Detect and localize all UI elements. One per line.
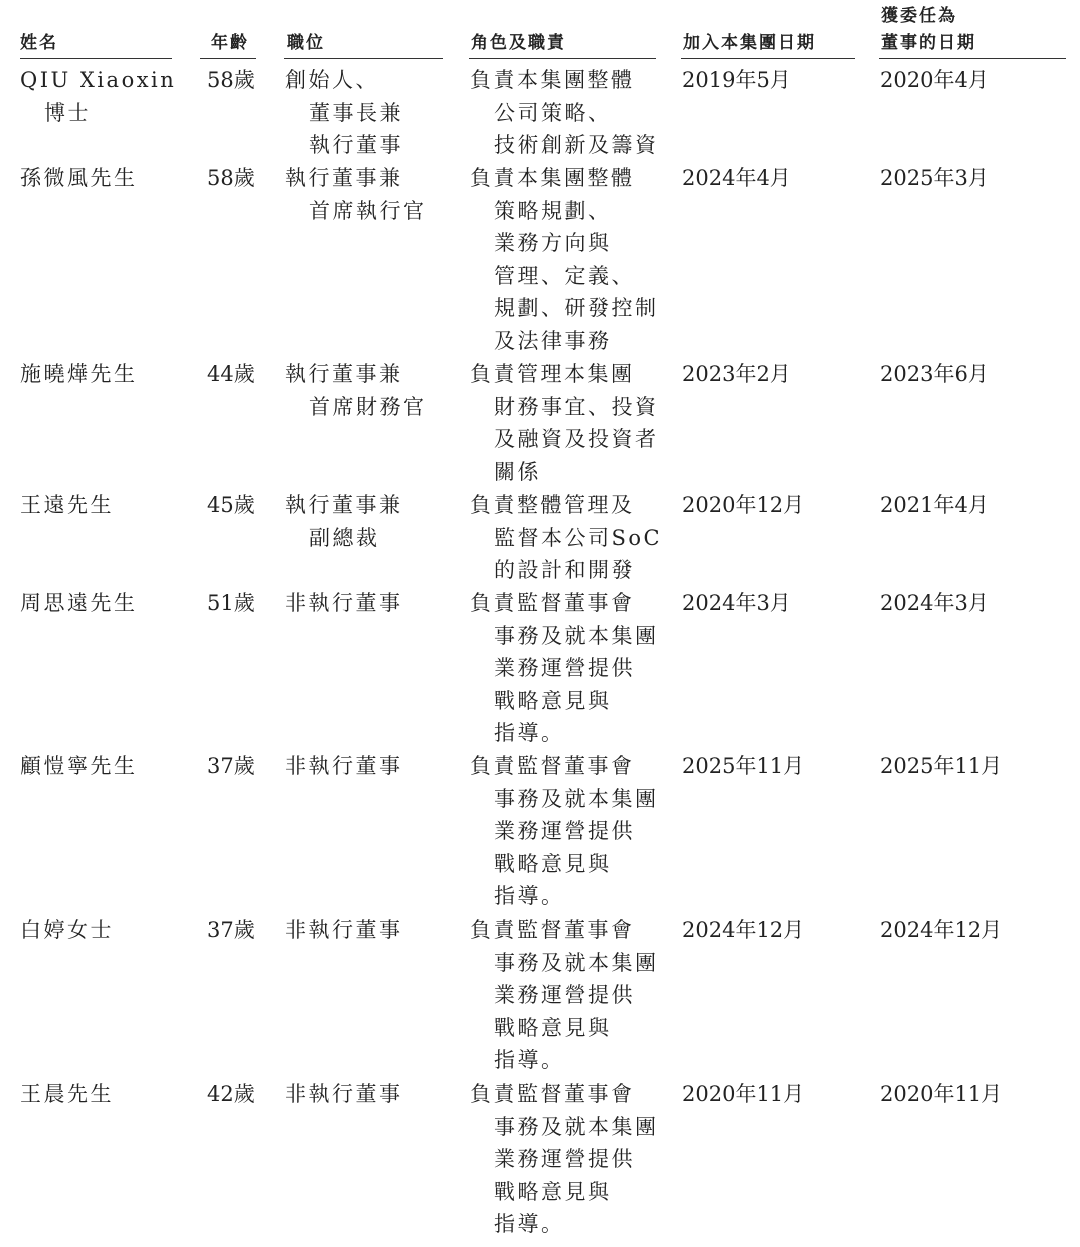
position-cell-line: 執行董事兼 bbox=[285, 166, 403, 190]
appointed-date-cell-text: 2020年11月 bbox=[880, 1082, 1003, 1106]
role-cell-line: 業務運營提供 bbox=[494, 983, 635, 1007]
name-cell bbox=[20, 750, 138, 783]
role-cell-line: 監督本公司SoC bbox=[494, 525, 663, 550]
role-cell-line: 業務運營提供 bbox=[494, 656, 635, 680]
header-position: 職位 bbox=[287, 33, 325, 53]
role-cell-line: 負責監督董事會 bbox=[470, 591, 635, 615]
role-cell-line: 指導。 bbox=[494, 1212, 565, 1236]
joined-date-cell-text: 2024年4月 bbox=[682, 166, 791, 190]
appointed-date-cell-text: 2024年3月 bbox=[880, 591, 989, 615]
joined-date-cell bbox=[682, 64, 791, 97]
role-cell-line: 業務運營提供 bbox=[494, 1147, 635, 1171]
header-name: 姓名 bbox=[20, 33, 58, 53]
header-rule-joined bbox=[681, 58, 855, 59]
header-appointed-line1: 獲委任為 bbox=[881, 6, 957, 26]
name-cell bbox=[20, 64, 176, 129]
header-rule-appointed bbox=[879, 58, 1066, 59]
joined-date-cell bbox=[682, 1078, 804, 1111]
position-cell-line: 執行董事兼 bbox=[285, 493, 403, 517]
name-cell bbox=[20, 914, 114, 947]
header-rule-role bbox=[469, 58, 656, 59]
joined-date-cell bbox=[682, 358, 791, 391]
age-cell bbox=[207, 750, 255, 783]
joined-date-cell-text: 2023年2月 bbox=[682, 362, 791, 386]
role-cell-line: 事務及就本集團 bbox=[494, 623, 659, 648]
header-role: 角色及職責 bbox=[471, 33, 566, 53]
header-rule-name bbox=[20, 58, 172, 59]
name-cell bbox=[20, 587, 138, 620]
position-cell-line: 副總裁 bbox=[309, 525, 380, 550]
age-cell bbox=[207, 64, 255, 97]
role-cell bbox=[470, 587, 659, 750]
name-cell-line: 周思遠先生 bbox=[20, 591, 138, 615]
role-cell bbox=[470, 358, 659, 488]
role-cell bbox=[470, 489, 662, 587]
position-cell-line: 董事長兼 bbox=[309, 100, 403, 125]
age-cell-text: 44歲 bbox=[207, 362, 255, 386]
role-cell-line: 事務及就本集團 bbox=[494, 786, 659, 811]
joined-date-cell bbox=[682, 587, 791, 620]
appointed-date-cell-text: 2021年4月 bbox=[880, 493, 989, 517]
header-joined: 加入本集團日期 bbox=[683, 33, 816, 53]
role-cell bbox=[470, 64, 659, 162]
position-cell-line: 執行董事兼 bbox=[285, 362, 403, 386]
position-cell-line: 首席執行官 bbox=[309, 198, 427, 223]
appointed-date-cell-text: 2020年4月 bbox=[880, 68, 989, 92]
role-cell bbox=[470, 750, 659, 913]
age-cell-text: 45歲 bbox=[207, 493, 255, 517]
role-cell-line: 策略規劃、 bbox=[494, 198, 612, 223]
joined-date-cell-text: 2025年11月 bbox=[682, 754, 805, 778]
role-cell-line: 關係 bbox=[494, 459, 541, 484]
role-cell-line: 及法律事務 bbox=[494, 328, 612, 353]
appointed-date-cell bbox=[880, 162, 989, 195]
appointed-date-cell bbox=[880, 358, 989, 391]
position-cell-line: 非執行董事 bbox=[285, 1082, 403, 1106]
role-cell-line: 公司策略、 bbox=[494, 100, 612, 125]
role-cell-line: 負責整體管理及 bbox=[470, 493, 635, 517]
role-cell-line: 指導。 bbox=[494, 721, 565, 745]
role-cell-line: 管理、定義、 bbox=[494, 263, 635, 288]
name-cell-line: 白婷女士 bbox=[20, 918, 114, 942]
joined-date-cell bbox=[682, 914, 804, 947]
name-cell bbox=[20, 358, 138, 391]
position-cell-line: 非執行董事 bbox=[285, 754, 403, 778]
header-age: 年齡 bbox=[211, 33, 249, 53]
appointed-date-cell-text: 2024年12月 bbox=[880, 918, 1003, 942]
appointed-date-cell bbox=[880, 64, 989, 97]
position-cell bbox=[285, 64, 403, 162]
age-cell bbox=[207, 587, 255, 620]
appointed-date-cell bbox=[880, 489, 989, 522]
position-cell bbox=[285, 587, 403, 620]
role-cell-line: 負責管理本集團 bbox=[470, 362, 635, 386]
age-cell bbox=[207, 489, 255, 522]
age-cell-text: 42歲 bbox=[207, 1082, 255, 1106]
joined-date-cell-text: 2019年5月 bbox=[682, 68, 791, 92]
position-cell bbox=[285, 1078, 403, 1111]
role-cell-line: 規劃、研發控制 bbox=[494, 296, 659, 320]
position-cell-line: 首席財務官 bbox=[309, 394, 427, 419]
position-cell bbox=[285, 750, 403, 783]
position-cell-line: 非執行董事 bbox=[285, 591, 403, 615]
appointed-date-cell-text: 2023年6月 bbox=[880, 362, 989, 386]
role-cell-line: 技術創新及籌資 bbox=[494, 133, 659, 157]
position-cell bbox=[285, 162, 427, 227]
position-cell-line: 執行董事 bbox=[309, 133, 403, 157]
name-cell-line: 顧愷寧先生 bbox=[20, 754, 138, 778]
name-cell-line: 博士 bbox=[44, 100, 91, 125]
name-cell-line: QIU Xiaoxin bbox=[20, 68, 177, 92]
position-cell bbox=[285, 489, 403, 554]
age-cell-text: 37歲 bbox=[207, 918, 255, 942]
role-cell-line: 業務運營提供 bbox=[494, 819, 635, 843]
role-cell-line: 業務方向與 bbox=[494, 231, 612, 255]
role-cell-line: 指導。 bbox=[494, 1048, 565, 1072]
role-cell-line: 負責監督董事會 bbox=[470, 918, 635, 942]
role-cell-line: 戰略意見與 bbox=[494, 688, 612, 713]
header-rule-age bbox=[200, 58, 256, 59]
appointed-date-cell-text: 2025年11月 bbox=[880, 754, 1003, 778]
age-cell bbox=[207, 358, 255, 391]
role-cell bbox=[470, 1078, 659, 1241]
role-cell-line: 的設計和開發 bbox=[494, 558, 635, 582]
age-cell bbox=[207, 914, 255, 947]
name-cell-line: 王晨先生 bbox=[20, 1082, 114, 1106]
role-cell-line: 負責本集團整體 bbox=[470, 68, 635, 92]
role-cell-line: 指導。 bbox=[494, 884, 565, 908]
appointed-date-cell bbox=[880, 1078, 1002, 1111]
role-cell-line: 負責本集團整體 bbox=[470, 166, 635, 190]
role-cell-line: 事務及就本集團 bbox=[494, 1114, 659, 1139]
appointed-date-cell-text: 2025年3月 bbox=[880, 166, 989, 190]
role-cell-line: 負責監督董事會 bbox=[470, 1082, 635, 1106]
name-cell-line: 施曉燁先生 bbox=[20, 362, 138, 386]
appointed-date-cell bbox=[880, 587, 989, 620]
joined-date-cell bbox=[682, 750, 804, 783]
age-cell bbox=[207, 1078, 255, 1111]
age-cell-text: 58歲 bbox=[207, 166, 255, 190]
joined-date-cell-text: 2024年3月 bbox=[682, 591, 791, 615]
joined-date-cell-text: 2020年12月 bbox=[682, 493, 805, 517]
age-cell-text: 51歲 bbox=[207, 591, 255, 615]
role-cell-line: 負責監督董事會 bbox=[470, 754, 635, 778]
age-cell-text: 58歲 bbox=[207, 68, 255, 92]
role-cell-line: 戰略意見與 bbox=[494, 851, 612, 876]
appointed-date-cell bbox=[880, 914, 1002, 947]
age-cell-text: 37歲 bbox=[207, 754, 255, 778]
joined-date-cell-text: 2020年11月 bbox=[682, 1082, 805, 1106]
name-cell-line: 孫微風先生 bbox=[20, 166, 138, 190]
name-cell bbox=[20, 162, 138, 195]
position-cell bbox=[285, 358, 427, 423]
position-cell bbox=[285, 914, 403, 947]
role-cell bbox=[470, 162, 659, 357]
age-cell bbox=[207, 162, 255, 195]
role-cell-line: 事務及就本集團 bbox=[494, 950, 659, 975]
name-cell-line: 王遠先生 bbox=[20, 493, 114, 517]
header-appointed-line2: 董事的日期 bbox=[881, 33, 976, 53]
joined-date-cell bbox=[682, 162, 791, 195]
name-cell bbox=[20, 1078, 114, 1111]
position-cell-line: 創始人、 bbox=[285, 68, 379, 92]
name-cell bbox=[20, 489, 114, 522]
joined-date-cell bbox=[682, 489, 804, 522]
header-rule-position bbox=[284, 58, 443, 59]
joined-date-cell-text: 2024年12月 bbox=[682, 918, 805, 942]
position-cell-line: 非執行董事 bbox=[285, 918, 403, 942]
appointed-date-cell bbox=[880, 750, 1002, 783]
role-cell-line: 戰略意見與 bbox=[494, 1179, 612, 1204]
role-cell-line: 及融資及投資者 bbox=[494, 427, 659, 451]
role-cell-line: 財務事宜、投資 bbox=[494, 394, 659, 419]
role-cell bbox=[470, 914, 659, 1077]
role-cell-line: 戰略意見與 bbox=[494, 1015, 612, 1040]
